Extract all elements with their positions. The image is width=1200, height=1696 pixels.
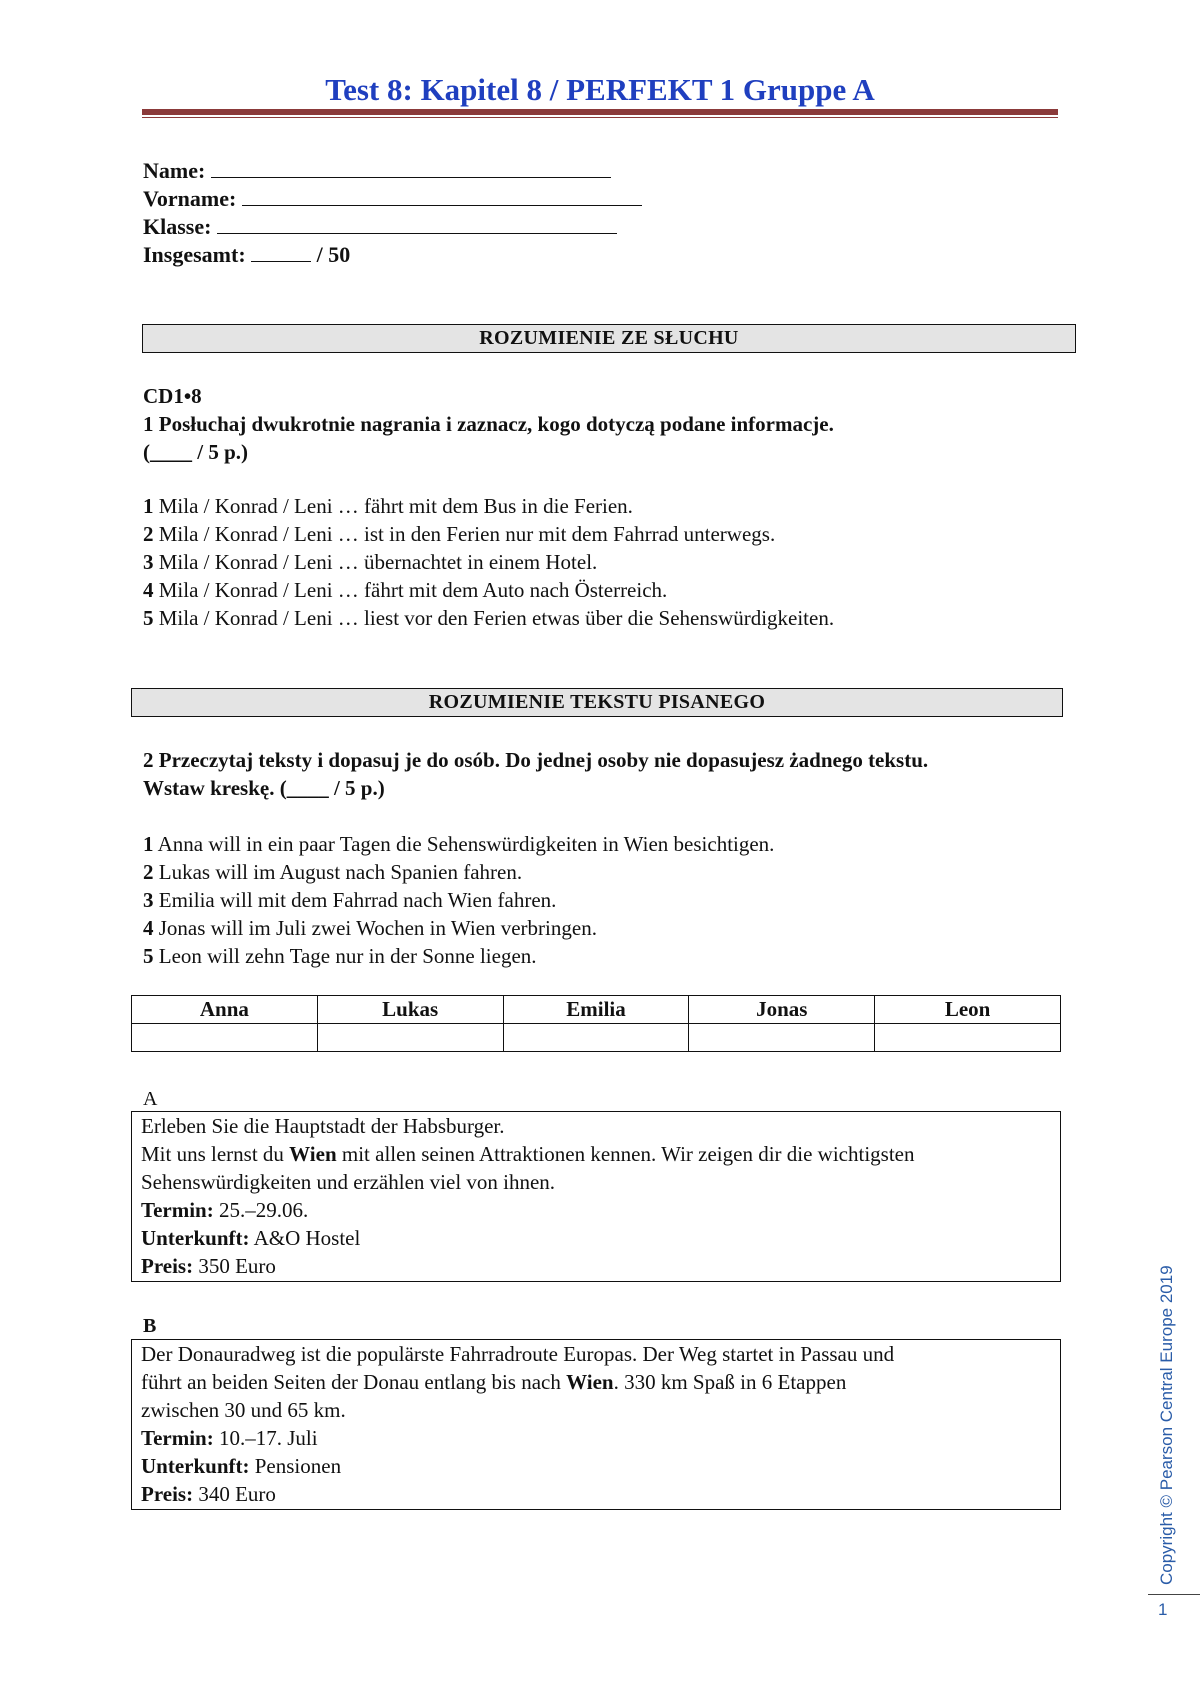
- task1-items: [143, 492, 834, 632]
- task2-instruction-points: Wstaw kreskę. (____ / 5 p.): [143, 776, 385, 800]
- list-item: 1 Anna will in ein paar Tagen die Sehenswürdigkeiten in Wien besichtigen.: [143, 832, 775, 856]
- table-header-lukas: Lukas: [317, 996, 503, 1024]
- insgesamt-field: [143, 242, 350, 268]
- list-item: 4 Jonas will im Juli zwei Wochen in Wien verbringen.: [143, 916, 597, 940]
- text-b-line1: Der Donauradweg ist die populärste Fahrradroute Europas. Der Weg startet in Passau und: [141, 1342, 895, 1366]
- table-answer-row: [132, 1024, 1061, 1052]
- cd-track: CD1•8: [143, 384, 202, 408]
- text-b-unterkunft: Unterkunft: Pensionen: [141, 1454, 342, 1478]
- text-a-termin: Termin: 25.–29.06.: [141, 1198, 309, 1222]
- list-item: 2 Lukas will im August nach Spanien fahren.: [143, 860, 523, 884]
- vorname-label: Vorname:: [143, 186, 237, 211]
- text-b-preis: Preis: 340 Euro: [141, 1482, 276, 1506]
- text-b-line2: führt an beiden Seiten der Donau entlang bis nach Wien. 330 km Spaß in 6 Etappen: [141, 1370, 847, 1394]
- text-a-unterkunft: Unterkunft: A&O Hostel: [141, 1226, 361, 1250]
- copyright-notice: Copyright © Pearson Central Europe 2019: [1157, 1265, 1176, 1585]
- list-item: 3 Emilia will mit dem Fahrrad nach Wien fahren.: [143, 888, 557, 912]
- matching-table: [131, 995, 1061, 1052]
- answer-cell-lukas[interactable]: [317, 1024, 503, 1052]
- answer-cell-jonas[interactable]: [689, 1024, 875, 1052]
- task1-instruction: 1 Posłuchaj dwukrotnie nagrania i zaznacz, kogo dotyczą podane informacje.: [143, 412, 834, 436]
- section-header-reading: ROZUMIENIE TEKSTU PISANEGO: [131, 688, 1063, 717]
- page-title: Test 8: Kapitel 8 / PERFEKT 1 Gruppe A: [325, 72, 875, 107]
- list-item[interactable]: 2 Mila / Konrad / Leni … ist in den Ferien nur mit dem Fahrrad unterwegs.: [143, 522, 776, 546]
- name-field: [143, 158, 611, 184]
- title-divider-thin: [142, 117, 1058, 118]
- klasse-input-line[interactable]: [217, 214, 617, 234]
- table-header-row: [132, 996, 1061, 1024]
- section-header-listening: ROZUMIENIE ZE SŁUCHU: [142, 324, 1076, 353]
- task2-instruction: 2 Przeczytaj teksty i dopasuj je do osób. Do jednej osoby nie dopasujesz żadnego tekstu.: [143, 748, 929, 772]
- text-a-line2: Mit uns lernst du Wien mit allen seinen Attraktionen kennen. Wir zeigen dir die wichtigsten: [141, 1142, 915, 1166]
- text-b-box: [131, 1339, 1061, 1510]
- text-b-line3: zwischen 30 und 65 km.: [141, 1398, 346, 1422]
- klasse-label: Klasse:: [143, 214, 212, 239]
- klasse-field: [143, 214, 617, 240]
- task1-points: (____ / 5 p.): [143, 440, 248, 464]
- answer-cell-anna[interactable]: [132, 1024, 318, 1052]
- list-item: 5 Leon will zehn Tage nur in der Sonne liegen.: [143, 944, 537, 968]
- name-input-line[interactable]: [211, 158, 611, 178]
- task2-items: [143, 830, 774, 970]
- answer-cell-leon[interactable]: [875, 1024, 1061, 1052]
- text-b-termin: Termin: 10.–17. Juli: [141, 1426, 318, 1450]
- insgesamt-input-line[interactable]: [251, 242, 311, 262]
- list-item[interactable]: 4 Mila / Konrad / Leni … fährt mit dem Auto nach Österreich.: [143, 578, 668, 602]
- text-b-letter: B: [143, 1315, 157, 1337]
- text-a-box: [131, 1111, 1061, 1282]
- text-a-preis: Preis: 350 Euro: [141, 1254, 276, 1278]
- insgesamt-label: Insgesamt:: [143, 242, 246, 267]
- text-a-line1: Erleben Sie die Hauptstadt der Habsburger.: [141, 1114, 505, 1138]
- table-header-anna: Anna: [132, 996, 318, 1024]
- title-divider: [142, 109, 1058, 115]
- insgesamt-suffix: / 50: [316, 242, 351, 267]
- list-item[interactable]: 5 Mila / Konrad / Leni … liest vor den Ferien etwas über die Sehenswürdigkeiten.: [143, 606, 835, 630]
- page-number-divider: [1148, 1594, 1200, 1595]
- page-number: 1: [1158, 1600, 1168, 1619]
- list-item[interactable]: 1 Mila / Konrad / Leni … fährt mit dem Bus in die Ferien.: [143, 494, 633, 518]
- list-item[interactable]: 3 Mila / Konrad / Leni … übernachtet in einem Hotel.: [143, 550, 598, 574]
- vorname-input-line[interactable]: [242, 186, 642, 206]
- table-header-jonas: Jonas: [689, 996, 875, 1024]
- text-a-line3: Sehenswürdigkeiten und erzählen viel von ihnen.: [141, 1170, 556, 1194]
- table-header-leon: Leon: [875, 996, 1061, 1024]
- name-label: Name:: [143, 158, 206, 183]
- answer-cell-emilia[interactable]: [503, 1024, 689, 1052]
- vorname-field: [143, 186, 642, 212]
- text-a-letter: A: [143, 1088, 158, 1110]
- table-header-emilia: Emilia: [503, 996, 689, 1024]
